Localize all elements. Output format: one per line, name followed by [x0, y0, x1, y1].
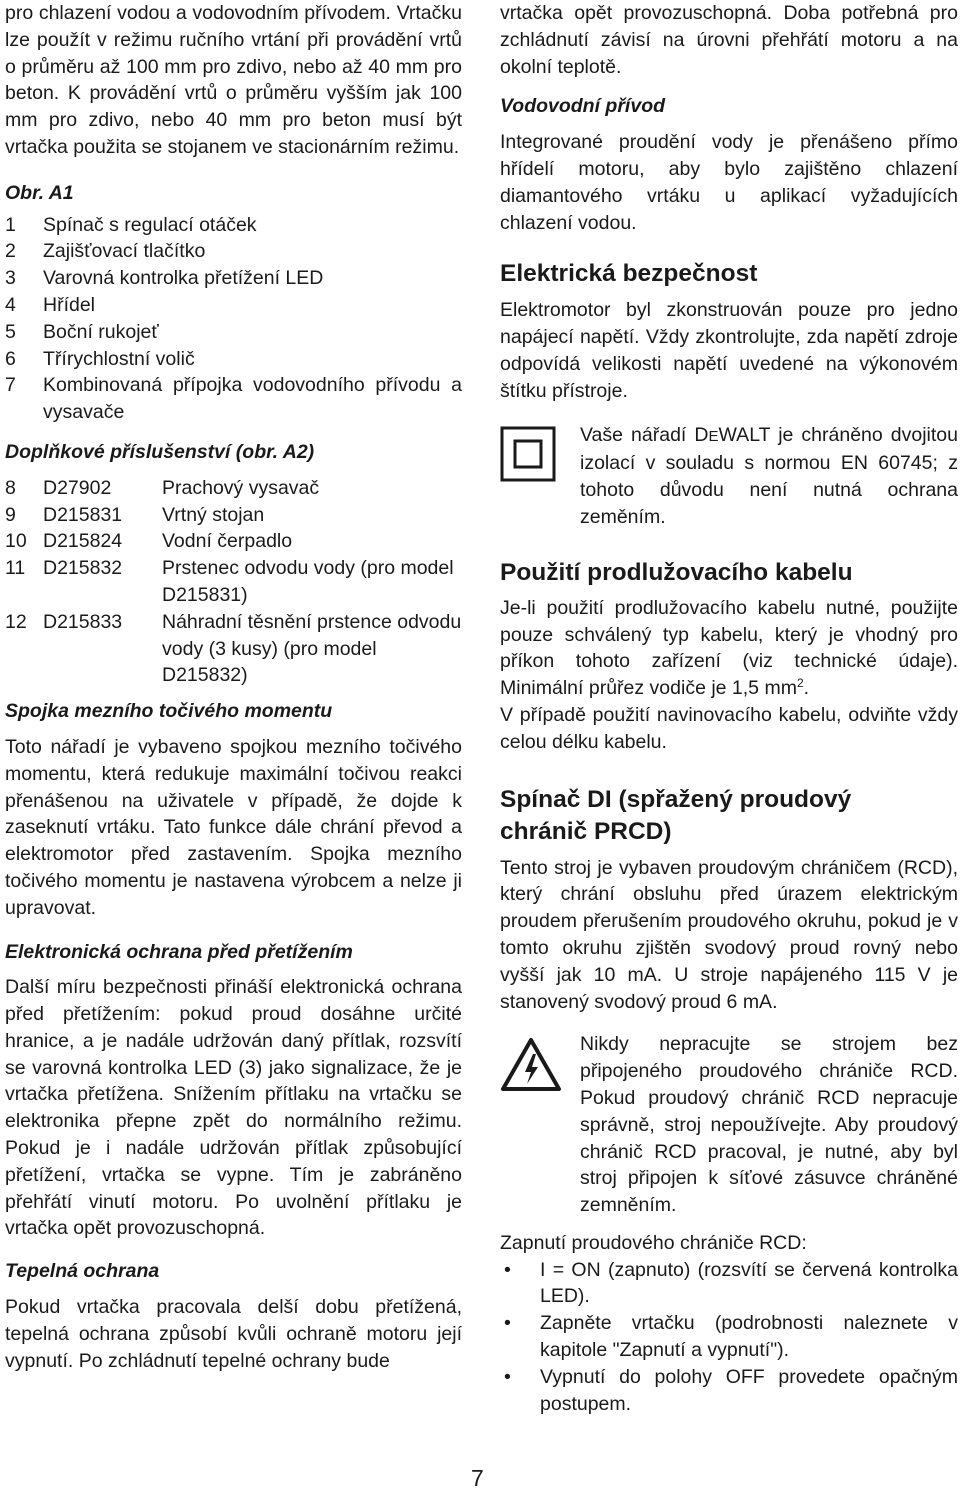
bullet-icon: •	[504, 1365, 511, 1388]
figure-a1-list	[5, 212, 462, 426]
figure-item	[5, 319, 462, 346]
electric-shock-warning-icon	[500, 1031, 580, 1093]
accessory-number: 8	[5, 476, 16, 499]
accessory-row	[5, 528, 462, 555]
prcd-heading: Spínač DI (spřažený proudový chránič PRCD)	[500, 785, 852, 845]
accessory-row	[5, 609, 462, 689]
thermal-title: Tepelná ochrana	[5, 1260, 160, 1283]
overload-title: Elektronická ochrana před přetížením	[5, 940, 353, 963]
accessories-title: Doplňkové příslušenství (obr. A2)	[5, 440, 315, 463]
accessory-code: D215824	[43, 530, 123, 553]
figure-item-number: 3	[5, 267, 16, 290]
figure-item-label: Varovná kontrolka přetížení LED	[43, 267, 324, 290]
accessory-description: Náhradní těsnění prstence odvodu vody (3 kusy) (pro model D215832)	[162, 610, 462, 687]
figure-item	[5, 292, 462, 319]
accessory-number: 9	[5, 503, 16, 526]
accessory-row	[5, 502, 462, 529]
rcd-step	[500, 1257, 958, 1311]
accessory-number: 11	[5, 557, 26, 580]
rcd-steps-list	[500, 1257, 958, 1418]
rcd-on-title: Zapnutí proudového chrániče RCD:	[500, 1231, 807, 1254]
accessory-code: D27902	[43, 476, 112, 499]
water-supply-title: Vodovodní přívod	[500, 95, 666, 118]
rcd-warning-text: Nikdy nepracujte se strojem bez připojeného proudového chrániče RCD. Pokud proudový chránič RCD nepracuje správně, stroj nepoužívejte. Aby proudový chránič RCD pracoval, je nutné, aby byl stroj připojen k síťové zásuvce chráněné zemněním.	[580, 1033, 958, 1217]
accessory-row	[5, 555, 462, 609]
figure-a1-title: Obr. A1	[5, 181, 74, 204]
accessories-table	[5, 475, 462, 689]
accessory-number: 10	[5, 530, 27, 553]
figure-item-number: 5	[5, 320, 16, 343]
figure-item-label: Kombinovaná přípojka vodovodního přívodu a vysavače	[43, 374, 462, 424]
figure-item-label: Boční rukojeť	[43, 320, 159, 343]
bullet-icon: •	[504, 1258, 511, 1281]
figure-item-number: 2	[5, 240, 16, 263]
intro-paragraph: pro chlazení vodou a vodovodním přívodem. Vrtačku lze použít v režimu ručního vrtání při provádění vrtů o průměru až 100 mm pro zdivo, nebo až 40 mm pro beton. K provádění vrtů o průměru vyšším jak 100 mm pro zdivo, nebo 40 mm pro beton musí být vrtačka použita se stojanem ve stacionárním režimu.	[5, 2, 462, 158]
clutch-text: Toto nářadí je vybaveno spojkou mezního točivého momentu, která redukuje maximální točivou reakci přenášenou na uživatele v případě, že dojde k zaseknutí vrtáku. Tato funkce dále chrání převod a elektromotor před zastavením. Spojka mezního točivého momentu je nastavena výrobcem a nelze ji upravovat.	[5, 735, 462, 919]
figure-item-label: Třírychlostní volič	[43, 347, 195, 370]
double-insulation-text: Vaše nářadí DEWALT je chráněno dvojitou izolací v souladu s normou EN 60745; z tohoto důvodu není nutná ochrana zeměním.	[580, 423, 958, 528]
clutch-title: Spojka mezního točivého momentu	[5, 700, 333, 723]
figure-item	[5, 212, 462, 239]
prcd-text: Tento stroj je vybaven proudovým chráničem (RCD), který chrání obsluhu před úrazem elektrickým proudem přerušením proudového okruhu, pokud je v tomto okruhu zjištěn svodový proud rovný nebo vyšší jak 10 mA. U stroje napájeného 115 V je stanovený svodový proud 6 mA.	[500, 856, 958, 1013]
thermal-continued: vrtačka opět provozuschopná. Doba potřebná pro zchládnutí závisí na úrovni přehřátí motoru a na okolní teplotě.	[500, 2, 958, 78]
rcd-step-text: Zapněte vrtačku (podrobnosti naleznete v kapitole "Zapnutí a vypnutí").	[540, 1312, 958, 1362]
figure-item-label: Zajišťovací tlačítko	[43, 240, 206, 263]
rcd-warning-note	[500, 1031, 958, 1219]
figure-item	[5, 372, 462, 426]
figure-item-number: 1	[5, 213, 16, 236]
figure-item	[5, 346, 462, 373]
double-insulation-icon	[500, 422, 580, 484]
thermal-text: Pokud vrtačka pracovala delší dobu přetížená, tepelná ochrana způsobí kvůli ochraně motoru její vypnutí. Po zchládnutí tepelné ochrany bude	[5, 1296, 462, 1372]
accessory-code: D215832	[43, 557, 123, 580]
double-insulation-note	[500, 422, 958, 531]
left-column	[5, 0, 462, 1374]
right-column	[500, 0, 958, 1417]
rcd-step-text: I = ON (zapnuto) (rozsvítí se červená kontrolka LED).	[540, 1258, 958, 1308]
accessory-code: D215831	[43, 503, 123, 526]
figure-item	[5, 238, 462, 265]
figure-item-number: 4	[5, 293, 16, 316]
accessory-row	[5, 475, 462, 502]
accessory-description: Prachový vysavač	[162, 476, 320, 499]
overload-text: Další míru bezpečnosti přináší elektronická ochrana před přetížením: pokud proud dosáhne určité hranice, a je nadále udržován daný přítlak, rozsvítí se varovná kontrolka LED (3) jako signalizace, že je vrtačka přetížena. Snížením přítlaku na vrtačku se elektronika přepne zpět do normálního režimu. Pokud je i nadále udržován přítlak způsobující přetížení, vrtačka se vypne. Tím je zabráněno přehřátí vinutí motoru. Po uvolnění přítlaku je vrtačka opět provozuschopná.	[5, 976, 462, 1240]
extension-cable-text-2: V případě použití navinovacího kabelu, odviňte vždy celou délku kabelu.	[500, 703, 958, 753]
figure-item	[5, 265, 462, 292]
extension-cable-heading: Použití prodlužovacího kabelu	[500, 558, 853, 586]
water-supply-text: Integrované proudění vody je přenášeno přímo hřídelí motoru, aby bylo zajištěno chlazení diamantového vrtáku u aplikací vyžadujících chlazení vodou.	[500, 131, 958, 234]
accessory-description: Prstenec odvodu vody (pro model D215831)	[162, 557, 454, 606]
figure-item-label: Spínač s regulací otáček	[43, 213, 257, 236]
electrical-safety-heading: Elektrická bezpečnost	[500, 260, 758, 288]
rcd-step	[500, 1364, 958, 1418]
extension-cable-text: Je-li použití prodlužovacího kabelu nutné, použijte pouze schválený typ kabelu, který je vhodný pro příkon tohoto zařízení (viz technické údaje). Minimální průřez vodiče je 1,5 $mm^2$.	[500, 596, 958, 700]
figure-item-number: 7	[5, 374, 16, 397]
rcd-step-text: Vypnutí do polohy OFF provedete opačným postupem.	[540, 1365, 958, 1415]
page-number: 7	[471, 1465, 484, 1491]
bullet-icon: •	[504, 1312, 511, 1335]
accessory-description: Vrtný stojan	[162, 503, 265, 526]
rcd-step	[500, 1310, 958, 1364]
accessory-description: Vodní čerpadlo	[162, 530, 293, 553]
accessory-code: D215833	[43, 610, 123, 633]
accessory-number: 12	[5, 610, 27, 633]
figure-item-label: Hřídel	[43, 293, 96, 316]
electrical-safety-text: Elektromotor byl zkonstruován pouze pro jedno napájecí napětí. Vždy zkontrolujte, zda napětí zdroje odpovídá velikosti napětí uvedené na výkonovém štítku přístroje.	[500, 299, 958, 402]
figure-item-number: 6	[5, 347, 16, 370]
